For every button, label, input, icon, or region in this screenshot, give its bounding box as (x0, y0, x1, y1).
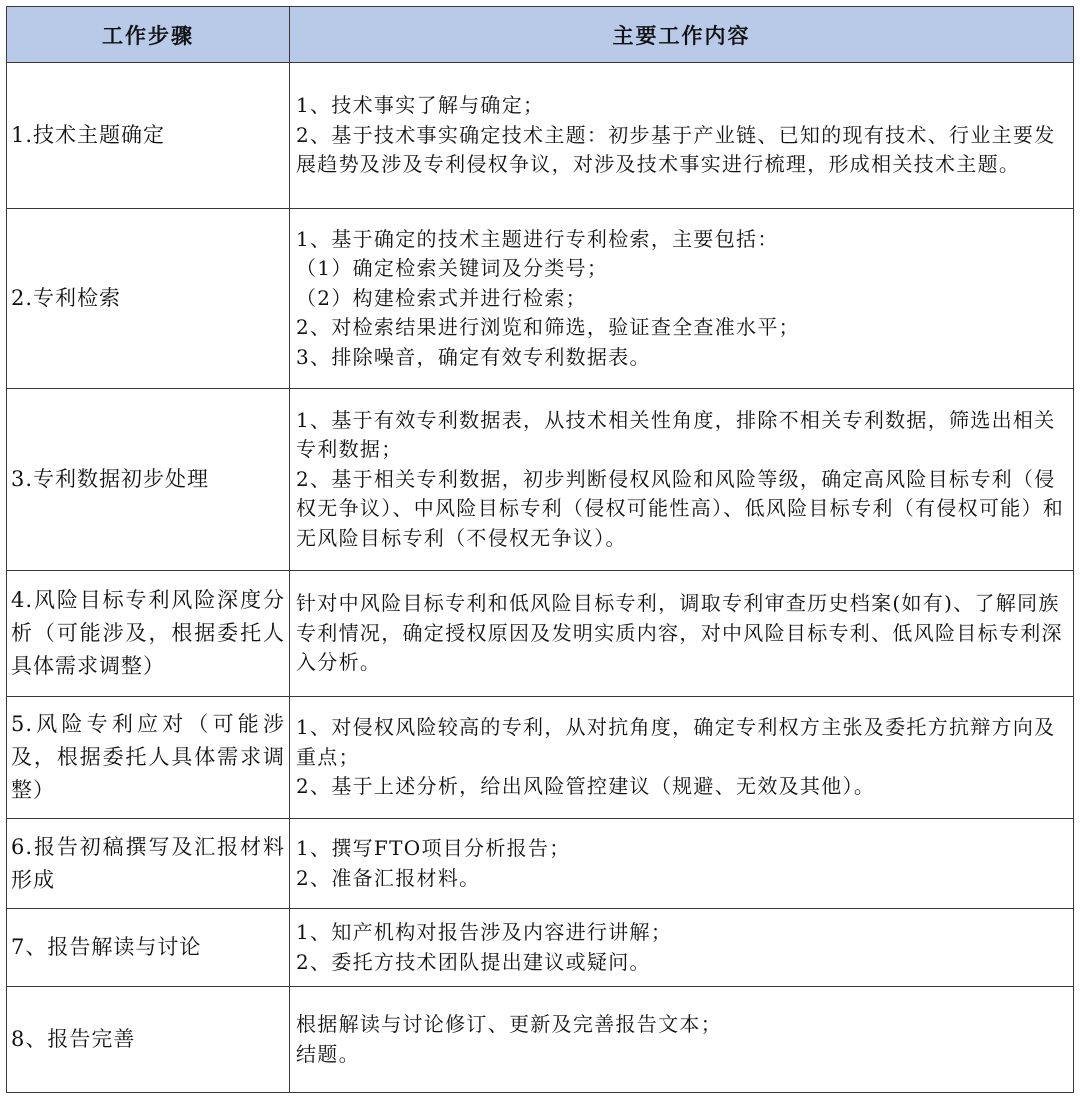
content-cell (290, 209, 1074, 389)
header-step: 工作步骤 (7, 7, 290, 63)
content-cell (290, 63, 1074, 209)
content-line: 针对中风险目标专利和低风险目标专利，调取专利审查历史档案(如有)、了解同族专利情况，确定授权原因及发明实质内容，对中风险目标专利、低风险目标专利深入分析。 (296, 591, 1063, 675)
content-line: 1、技术事实了解与确定； (296, 93, 545, 118)
step-cell: 3.专利数据初步处理 (7, 389, 290, 571)
step-cell: 6.报告初稿撰写及汇报材料形成 (7, 819, 290, 909)
table-row (7, 389, 1074, 571)
content-line: 根据解读与讨论修订、更新及完善报告文本； (296, 1012, 722, 1036)
content-line: 1、知产机构对报告涉及内容进行讲解； (296, 920, 673, 944)
content-line: 2、准备汇报材料。 (296, 865, 481, 890)
content-line: 2、对检索结果进行浏览和筛选，验证查全查准水平； (296, 315, 800, 340)
table-row (7, 571, 1074, 697)
content-line: 1、对侵权风险较高的专利，从对抗角度，确定专利权方主张及委托方抗辩方向及重点； (296, 715, 1056, 769)
table-row (7, 209, 1074, 389)
workflow-table (6, 6, 1074, 1093)
table-header-row (7, 7, 1074, 63)
step-cell: 4.风险目标专利风险深度分析（可能涉及，根据委托人具体需求调整） (7, 571, 290, 697)
content-cell (290, 389, 1074, 571)
content-line: 2、基于上述分析，给出风险管控建议（规避、无效及其他）。 (296, 774, 876, 799)
table-row (7, 63, 1074, 209)
header-content: 主要工作内容 (290, 7, 1074, 63)
content-cell (290, 697, 1074, 819)
content-line: 2、委托方技术团队提出建议或疑问。 (296, 949, 651, 974)
content-line: （1）确定检索关键词及分类号； (296, 256, 609, 281)
step-cell: 1.技术主题确定 (7, 63, 290, 209)
content-line: （2）构建检索式并进行检索； (296, 285, 587, 310)
table-row (7, 987, 1074, 1093)
step-cell: 5.风险专利应对（可能涉及，根据委托人具体需求调整） (7, 697, 290, 819)
content-line: 1、撰写FTO项目分析报告； (296, 836, 571, 860)
content-line: 1、基于确定的技术主题进行专利检索，主要包括： (296, 226, 779, 251)
content-line: 3、排除噪音，确定有效专利数据表。 (296, 344, 651, 369)
step-cell: 2.专利检索 (7, 209, 290, 389)
content-cell (290, 819, 1074, 909)
step-cell: 8、报告完善 (7, 987, 290, 1093)
content-cell (290, 571, 1074, 697)
content-line: 1、基于有效专利数据表，从技术相关性角度，排除不相关专利数据，筛选出相关专利数据； (296, 407, 1056, 462)
step-cell: 7、报告解读与讨论 (7, 909, 290, 987)
content-cell (290, 987, 1074, 1093)
table-row (7, 697, 1074, 819)
content-line: 2、基于技术事实确定技术主题：初步基于产业链、已知的现有技术、行业主要发展趋势及涉及专利侵权争议，对涉及技术事实进行梳理，形成相关技术主题。 (296, 122, 1056, 177)
content-line: 结题。 (296, 1041, 360, 1066)
table-row (7, 909, 1074, 987)
content-cell (290, 909, 1074, 987)
content-line: 2、基于相关专利数据，初步判断侵权风险和风险等级，确定高风险目标专利（侵权无争议）、中风险目标专利（侵权可能性高）、低风险目标专利（有侵权可能）和无风险目标专利（不侵权无争议）。 (296, 466, 1065, 550)
table-row (7, 819, 1074, 909)
